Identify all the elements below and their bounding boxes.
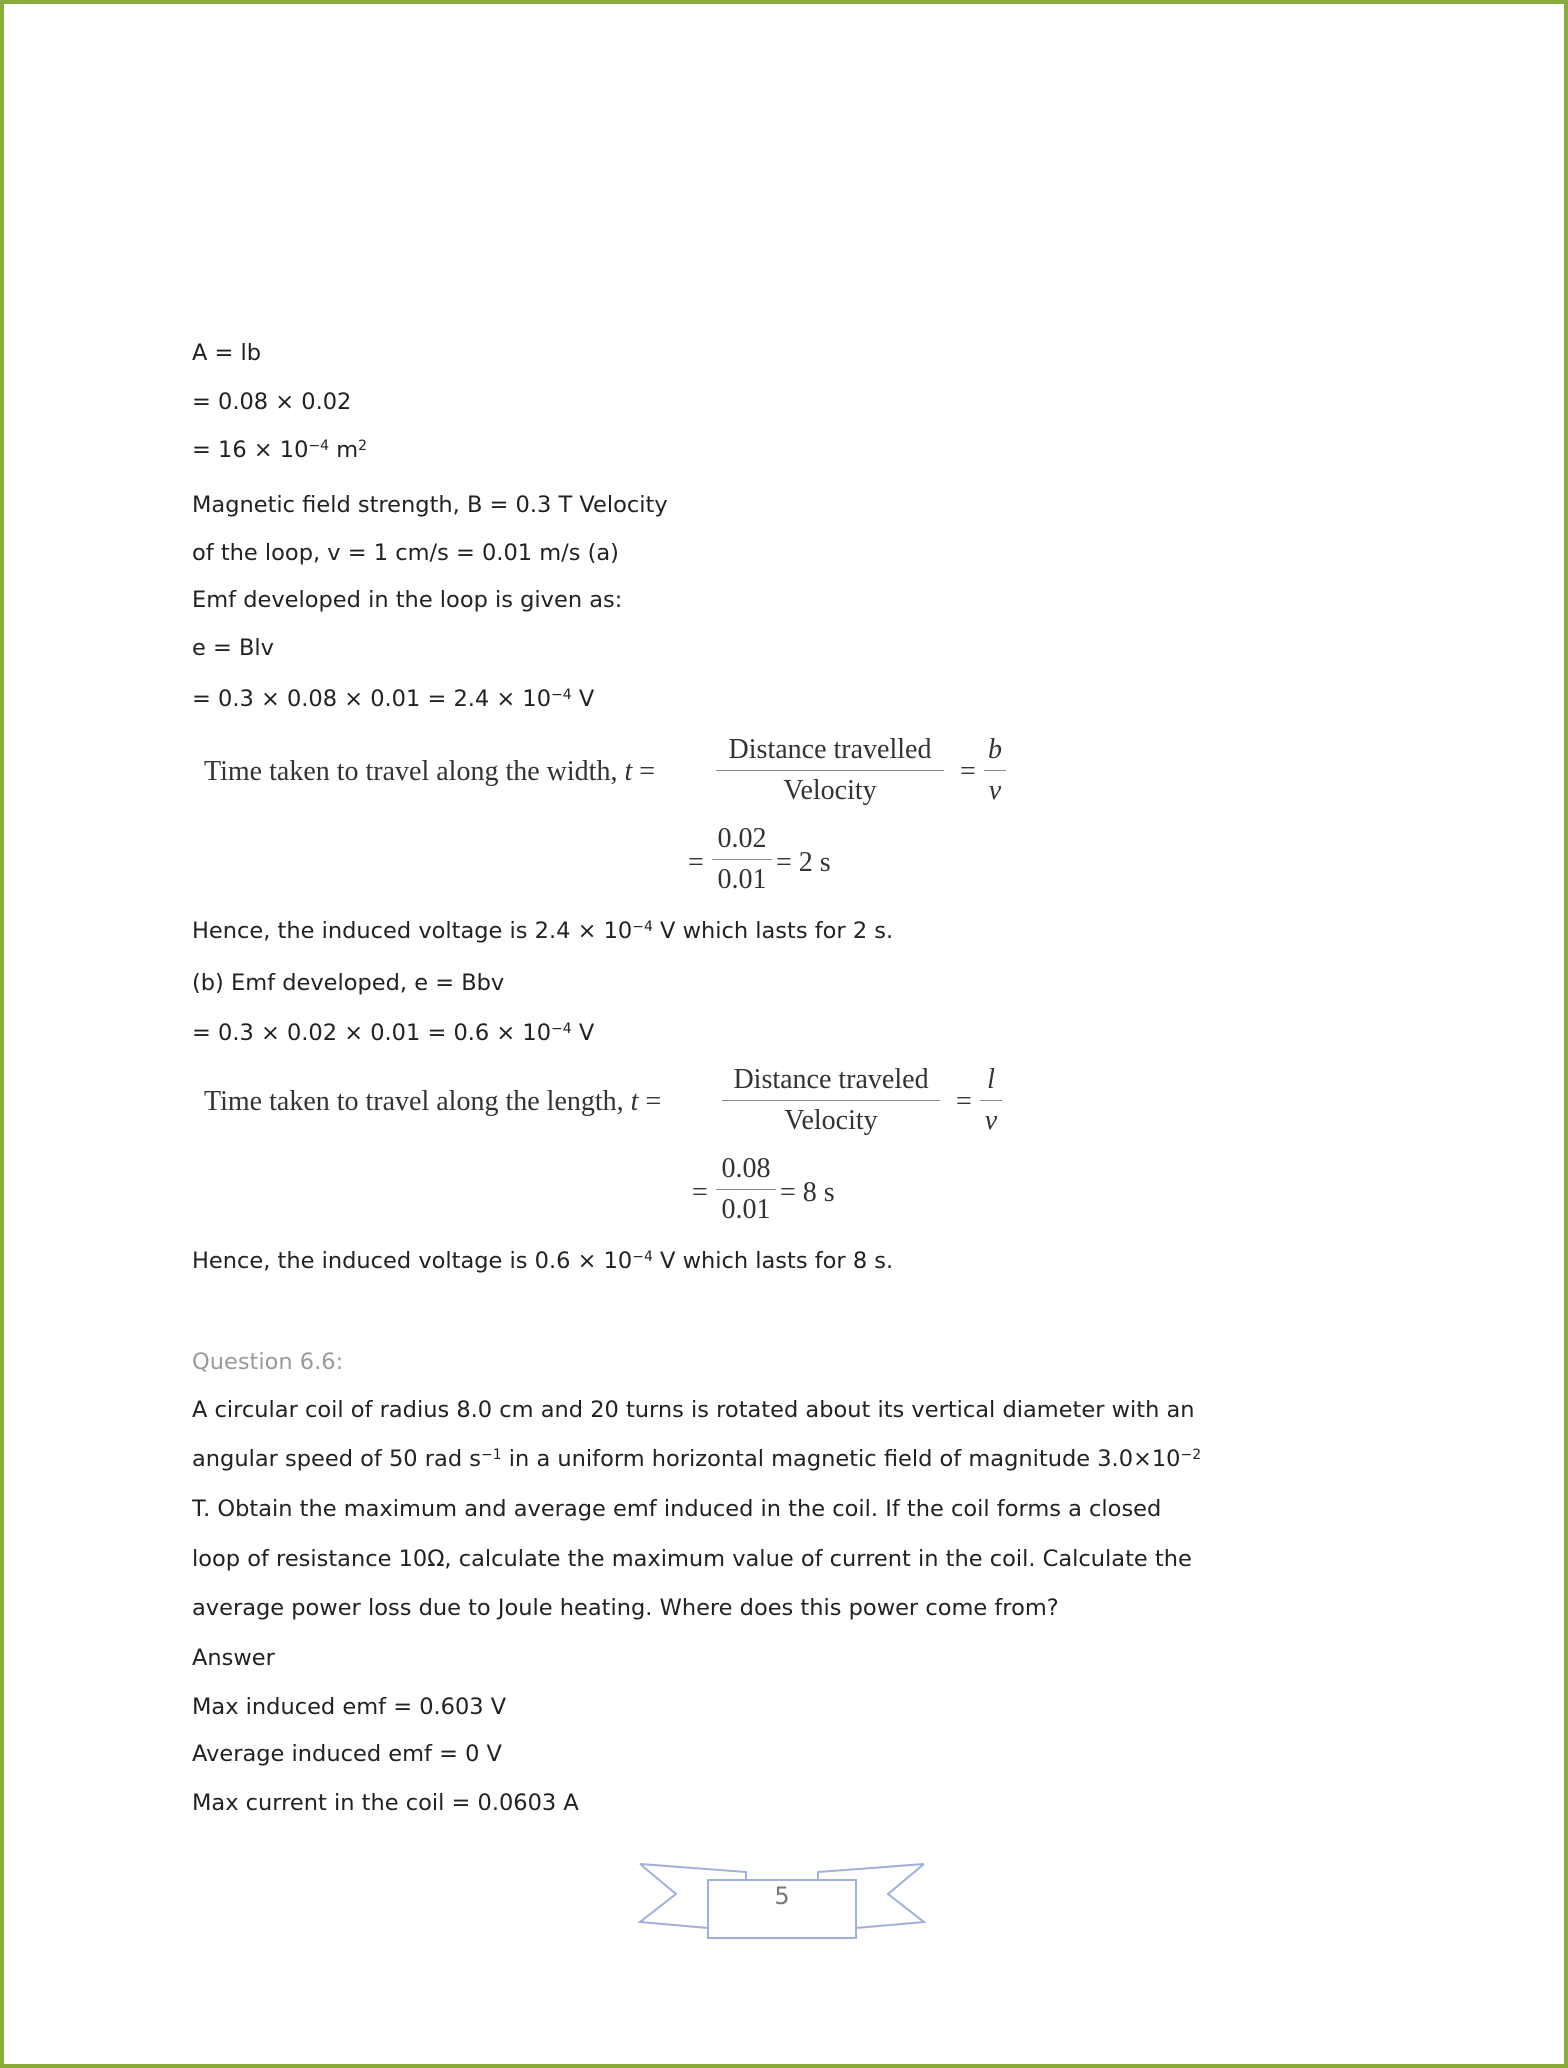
fraction-bar (716, 770, 944, 771)
fraction (722, 1064, 940, 1137)
text-line: Magnetic field strength, B = 0.3 T Velocity (192, 492, 668, 518)
exp: −4 (551, 687, 572, 703)
numerator: Distance traveled (733, 1064, 929, 1095)
text-line (192, 916, 893, 946)
text: angular speed of 50 rad s (192, 1446, 481, 1472)
exp: −4 (551, 1021, 572, 1037)
equals: = (692, 1177, 708, 1208)
answer-line: Max current in the coil = 0.0603 A (192, 1790, 579, 1816)
equals: = (956, 1086, 972, 1117)
fraction-bar (716, 1189, 776, 1190)
text-line: = 0.08 × 0.02 (192, 389, 352, 415)
exp: 2 (358, 438, 368, 454)
page-number-ribbon (636, 1858, 928, 1942)
question-text: A circular coil of radius 8.0 cm and 20 turns is rotated about its vertical diameter with an (192, 1397, 1195, 1423)
text: = 16 × 10 (192, 437, 309, 463)
text-line: of the loop, v = 1 cm/s = 0.01 m/s (a) (192, 540, 619, 566)
exp: −4 (632, 1249, 653, 1265)
numerator: 0.08 (721, 1153, 771, 1184)
denominator: v (984, 1105, 998, 1136)
fraction (984, 734, 1006, 807)
question-text (192, 1444, 1201, 1474)
exp: −2 (1180, 1447, 1202, 1463)
question-text: T. Obtain the maximum and average emf induced in the coil. If the coil forms a closed (192, 1496, 1162, 1522)
unit: V (578, 686, 595, 712)
text: Time taken to travel along the length, (204, 1086, 631, 1117)
text: V which lasts for 2 s. (652, 918, 894, 944)
eq: = (645, 1086, 662, 1117)
var: t (630, 1086, 639, 1117)
unit: V (578, 1020, 595, 1046)
numerator: l (987, 1064, 995, 1095)
text: V which lasts for 8 s. (652, 1248, 894, 1274)
equals: = (960, 756, 976, 787)
question-text: loop of resistance 10Ω, calculate the maximum value of current in the coil. Calculate the (192, 1546, 1192, 1572)
text: = 0.3 × 0.02 × 0.01 = 0.6 × 10 (192, 1020, 552, 1046)
unit: m (336, 437, 359, 463)
fraction (712, 823, 772, 896)
text-line (192, 684, 594, 714)
equation-label (204, 756, 655, 788)
question-text: average power loss due to Joule heating. Where does this power come from? (192, 1595, 1059, 1621)
answer-line: Max induced emf = 0.603 V (192, 1694, 507, 1720)
denominator: v (988, 775, 1002, 806)
denominator: Velocity (784, 1105, 878, 1136)
numerator: 0.02 (717, 823, 767, 854)
denominator: 0.01 (717, 864, 767, 895)
denominator: Velocity (783, 775, 877, 806)
text-line (192, 1246, 893, 1276)
text-line: (b) Emf developed, e = Bbv (192, 970, 505, 996)
numerator: Distance travelled (728, 734, 932, 765)
text: Hence, the induced voltage is 2.4 × 10 (192, 918, 633, 944)
answer-label: Answer (192, 1645, 275, 1671)
text-line: e = Blv (192, 635, 275, 661)
answer-line: Average induced emf = 0 V (192, 1741, 502, 1767)
fraction-bar (980, 1100, 1002, 1101)
text: in a uniform horizontal magnetic field of magnitude 3.0×10 (501, 1446, 1181, 1472)
text-line: Emf developed in the loop is given as: (192, 587, 623, 613)
text-line (192, 1018, 594, 1048)
text: = 0.3 × 0.08 × 0.01 = 2.4 × 10 (192, 686, 552, 712)
text-line (192, 435, 367, 465)
fraction (980, 1064, 1002, 1137)
equals: = (688, 847, 704, 878)
fraction-bar (712, 859, 772, 860)
numerator: b (988, 734, 1002, 765)
result: = 2 s (776, 847, 831, 878)
text: Time taken to travel along the width, (204, 756, 625, 787)
exp: −4 (308, 438, 330, 454)
eq: = (639, 756, 656, 787)
text: Hence, the induced voltage is 0.6 × 10 (192, 1248, 633, 1274)
text-line: A = lb (192, 340, 262, 366)
denominator: 0.01 (721, 1194, 771, 1225)
fraction-bar (984, 770, 1006, 771)
var: t (624, 756, 633, 787)
fraction-bar (722, 1100, 940, 1101)
equation-label (204, 1086, 661, 1118)
fraction (716, 734, 944, 807)
fraction (716, 1153, 776, 1226)
question-title: Question 6.6: (192, 1349, 344, 1375)
exp: −1 (480, 1447, 502, 1463)
page-number: 5 (774, 1882, 790, 1910)
exp: −4 (632, 919, 653, 935)
result: = 8 s (780, 1177, 835, 1208)
